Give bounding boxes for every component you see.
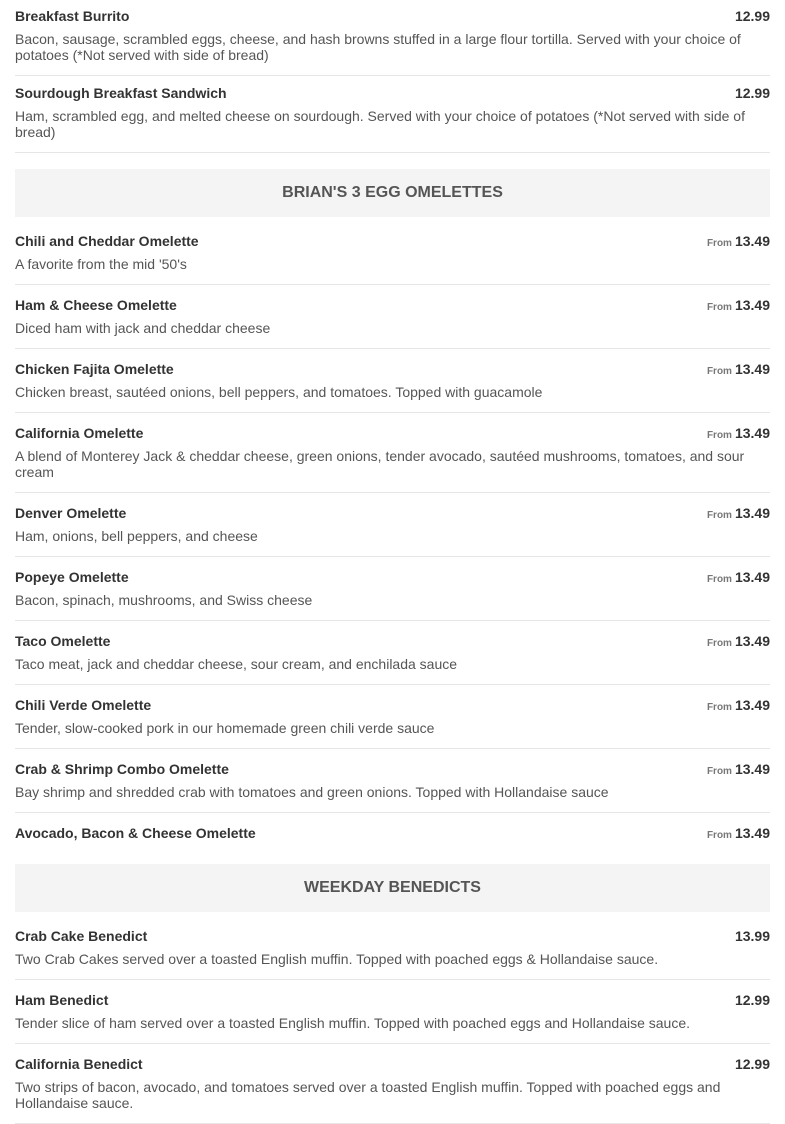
item-price bbox=[735, 8, 770, 24]
item-price-value: 12.99 bbox=[734, 8, 770, 24]
item-price-value: 13.49 bbox=[734, 697, 770, 713]
item-name: Popeye Omelette bbox=[15, 569, 129, 585]
menu-item[interactable] bbox=[15, 76, 770, 153]
from-label: From bbox=[706, 766, 732, 777]
item-price-value: 13.49 bbox=[734, 233, 770, 249]
menu-item[interactable] bbox=[15, 413, 770, 493]
menu-item[interactable] bbox=[15, 285, 770, 349]
item-name: Taco Omelette bbox=[15, 633, 111, 649]
item-price bbox=[707, 233, 770, 252]
item-price-value: 13.49 bbox=[734, 825, 770, 841]
menu-item[interactable] bbox=[15, 557, 770, 621]
item-price bbox=[707, 505, 770, 524]
from-label: From bbox=[706, 830, 732, 841]
item-description: Bacon, sausage, scrambled eggs, cheese, and hash browns stuffed in a large flour tortilla. Served with your choice of potatoes (*Not served with side of bread) bbox=[15, 31, 741, 63]
item-name: Avocado, Bacon & Cheese Omelette bbox=[15, 825, 256, 841]
item-name: Sourdough Breakfast Sandwich bbox=[15, 85, 227, 101]
item-price-value: 13.49 bbox=[734, 761, 770, 777]
item-price bbox=[735, 85, 770, 101]
item-name: Denver Omelette bbox=[15, 505, 127, 521]
item-description: A blend of Monterey Jack & cheddar cheese, green onions, tender avocado, sautéed mushrooms, tomatoes, and sour cream bbox=[15, 448, 745, 480]
item-name: Chili and Cheddar Omelette bbox=[15, 233, 199, 249]
item-price-value: 13.49 bbox=[734, 425, 770, 441]
item-price-value: 12.99 bbox=[734, 992, 770, 1008]
item-description: Two Crab Cakes served over a toasted English muffin. Topped with poached eggs & Hollandaise sauce. bbox=[15, 951, 659, 967]
item-price-value: 13.49 bbox=[734, 297, 770, 313]
menu-item[interactable] bbox=[15, 621, 770, 685]
menu-item[interactable] bbox=[15, 217, 770, 285]
from-label: From bbox=[706, 638, 732, 649]
item-description: Bay shrimp and shredded crab with tomatoes and green onions. Topped with Hollandaise sauce bbox=[15, 784, 609, 800]
item-name: California Omelette bbox=[15, 425, 144, 441]
from-label: From bbox=[706, 366, 732, 377]
item-description: Tender slice of ham served over a toasted English muffin. Topped with poached eggs and Hollandaise sauce. bbox=[15, 1015, 691, 1031]
item-name: Crab & Shrimp Combo Omelette bbox=[15, 761, 229, 777]
item-name: Chicken Fajita Omelette bbox=[15, 361, 174, 377]
item-price-value: 12.99 bbox=[734, 85, 770, 101]
menu-item[interactable] bbox=[15, 749, 770, 813]
menu-item[interactable] bbox=[15, 1044, 770, 1124]
item-price-value: 13.49 bbox=[734, 505, 770, 521]
item-price bbox=[707, 825, 770, 844]
item-name: Crab Cake Benedict bbox=[15, 928, 148, 944]
from-label: From bbox=[706, 510, 732, 521]
item-name: Ham & Cheese Omelette bbox=[15, 297, 177, 313]
item-price-value: 13.49 bbox=[734, 633, 770, 649]
item-name: California Benedict bbox=[15, 1056, 143, 1072]
menu-item[interactable] bbox=[15, 349, 770, 413]
item-description: Ham, scrambled egg, and melted cheese on sourdough. Served with your choice of potatoes (*Not served with side of bread) bbox=[15, 108, 745, 140]
menu-item[interactable] bbox=[15, 685, 770, 749]
item-description: Taco meat, jack and cheddar cheese, sour cream, and enchilada sauce bbox=[15, 656, 458, 672]
item-price bbox=[735, 928, 770, 944]
menu-item[interactable] bbox=[15, 813, 770, 841]
item-description: Tender, slow-cooked pork in our homemade green chili verde sauce bbox=[15, 720, 435, 736]
section-header-benedicts: WEEKDAY BENEDICTS bbox=[15, 864, 770, 912]
item-price bbox=[707, 361, 770, 380]
item-price-value: 12.99 bbox=[734, 1056, 770, 1072]
item-price bbox=[707, 569, 770, 588]
from-label: From bbox=[706, 574, 732, 585]
item-description: Two strips of bacon, avocado, and tomatoes served over a toasted English muffin. Topped with poached eggs and Hollandaise sauce. bbox=[15, 1079, 721, 1111]
menu-item[interactable] bbox=[15, 493, 770, 557]
item-name: Chili Verde Omelette bbox=[15, 697, 152, 713]
menu-item[interactable] bbox=[15, 0, 770, 76]
item-price bbox=[735, 992, 770, 1008]
from-label: From bbox=[706, 702, 732, 713]
from-label: From bbox=[706, 238, 732, 249]
item-price-value: 13.49 bbox=[734, 569, 770, 585]
from-label: From bbox=[706, 430, 732, 441]
item-description: Chicken breast, sautéed onions, bell peppers, and tomatoes. Topped with guacamole bbox=[15, 384, 543, 400]
section-header-omelettes: BRIAN'S 3 EGG OMELETTES bbox=[15, 169, 770, 217]
from-label: From bbox=[706, 302, 732, 313]
item-price bbox=[707, 697, 770, 716]
item-description: Ham, onions, bell peppers, and cheese bbox=[15, 528, 258, 544]
item-price bbox=[735, 1056, 770, 1072]
item-price bbox=[707, 297, 770, 316]
item-price bbox=[707, 633, 770, 652]
menu-item[interactable] bbox=[15, 912, 770, 980]
item-description: Bacon, spinach, mushrooms, and Swiss cheese bbox=[15, 592, 313, 608]
item-description: A favorite from the mid '50's bbox=[15, 256, 187, 272]
menu-item[interactable] bbox=[15, 980, 770, 1044]
item-price-value: 13.99 bbox=[734, 928, 770, 944]
item-price-value: 13.49 bbox=[734, 361, 770, 377]
item-name: Breakfast Burrito bbox=[15, 8, 130, 24]
item-name: Ham Benedict bbox=[15, 992, 109, 1008]
item-description: Diced ham with jack and cheddar cheese bbox=[15, 320, 271, 336]
menu bbox=[15, 0, 770, 1124]
item-price bbox=[707, 425, 770, 444]
item-price bbox=[707, 761, 770, 780]
